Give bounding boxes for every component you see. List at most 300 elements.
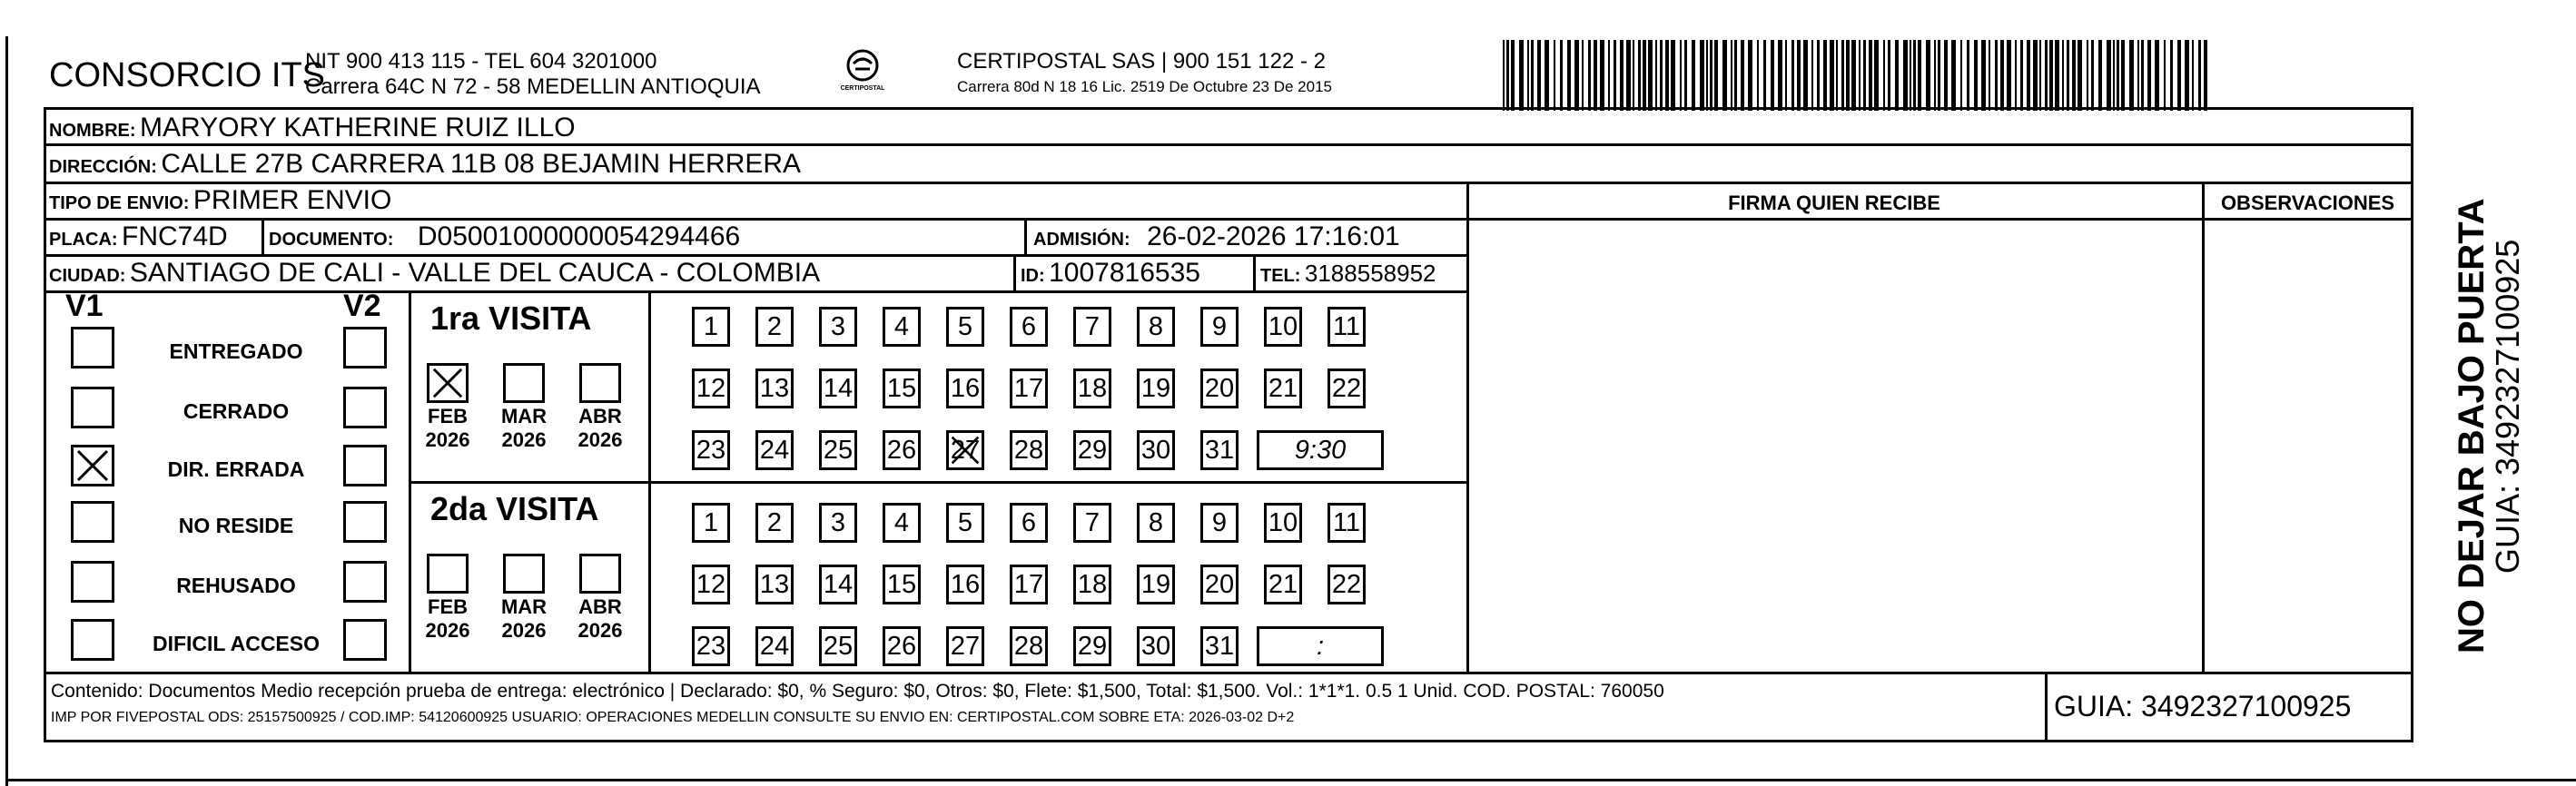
day-cell[interactable] [1073, 503, 1111, 543]
month-checkbox[interactable] [427, 554, 469, 594]
day-number: 31 [1204, 631, 1235, 661]
barcode-bar [2117, 40, 2119, 111]
day-cell[interactable] [1200, 307, 1239, 347]
day-number: 16 [950, 373, 981, 403]
barcode-bar [1665, 40, 1669, 111]
day-cell[interactable] [755, 503, 794, 543]
logo-icon [835, 45, 890, 100]
observaciones-header: OBSERVACIONES [2220, 192, 2395, 214]
day-cell[interactable] [1137, 368, 1175, 408]
month-year: 2026 [577, 428, 623, 451]
month-checkbox[interactable] [503, 363, 545, 403]
visita-divider [409, 481, 1469, 484]
barcode-bar [2062, 40, 2064, 111]
day-number: 6 [1021, 311, 1037, 341]
day-number: 1 [703, 507, 719, 537]
cross-mark [949, 433, 982, 467]
v1-header: V1 [65, 289, 104, 323]
day-number: 28 [1013, 435, 1044, 465]
day-number: 27 [950, 631, 981, 661]
day-cell[interactable] [692, 307, 730, 347]
day-number: 16 [950, 569, 981, 599]
barcode-bar [2204, 40, 2207, 111]
barcode-bar [2107, 40, 2111, 111]
barcode-bar [2015, 40, 2017, 111]
cell-divider [1024, 218, 1027, 254]
barcode-bar [1791, 40, 1794, 111]
barcode-bar [1594, 40, 1597, 111]
day-cell[interactable] [946, 430, 984, 470]
month-checkbox[interactable] [579, 554, 621, 594]
month-year: 2026 [577, 619, 623, 642]
barcode-bar [1944, 40, 1948, 111]
placa-label: PLACA: [49, 230, 118, 250]
day-cell[interactable] [1010, 307, 1048, 347]
barcode-bar [2113, 40, 2115, 111]
barcode-bar [1600, 40, 1604, 111]
barcode-bar [1722, 40, 1727, 111]
id-value: 1007816535 [1049, 258, 1200, 288]
barcode-bar [1863, 40, 1866, 111]
barcode-bar [1763, 40, 1766, 111]
barcode-bar [1706, 40, 1708, 111]
no-dejar-bajo-puerta: NO DEJAR BAJO PUERTA [2452, 198, 2492, 653]
day-number: 6 [1021, 507, 1037, 537]
barcode-bar [1574, 40, 1579, 111]
day-cell[interactable] [1200, 565, 1239, 604]
day-number: 21 [1268, 373, 1298, 403]
barcode-bar [1620, 40, 1624, 111]
day-cell[interactable] [819, 307, 857, 347]
time-value: : [1316, 631, 1325, 661]
barcode-bar [2121, 40, 2125, 111]
day-number: 30 [1140, 435, 1171, 465]
placa-value: FNC74D [122, 221, 228, 251]
day-number: 12 [696, 569, 726, 599]
day-cell[interactable] [692, 565, 730, 604]
day-cell[interactable] [1010, 368, 1048, 408]
day-number: 4 [893, 507, 910, 537]
v1-checkbox[interactable] [71, 445, 114, 486]
barcode-bar [1960, 40, 1962, 111]
day-cell[interactable] [1200, 626, 1239, 666]
day-cell[interactable] [1327, 368, 1366, 408]
day-cell[interactable] [1073, 307, 1111, 347]
page-edge-bottom [5, 779, 2576, 781]
tel-row [1260, 260, 1436, 288]
admision-value: 26-02-2026 17:16:01 [1147, 221, 1400, 251]
company-name: CONSORCIO ITS [49, 56, 326, 94]
barcode-bar [1859, 40, 1860, 111]
day-cell[interactable] [755, 626, 794, 666]
time-field[interactable] [1257, 430, 1384, 470]
day-cell[interactable] [1137, 307, 1175, 347]
day-cell[interactable] [1200, 368, 1239, 408]
day-cell[interactable] [1137, 503, 1175, 543]
day-number: 10 [1268, 507, 1298, 537]
row-line [44, 290, 1469, 293]
barcode-bar [1731, 40, 1732, 111]
day-number: 19 [1140, 569, 1171, 599]
barcode-bar [1608, 40, 1610, 111]
barcode-bar [2045, 40, 2048, 111]
month-year: 2026 [501, 619, 547, 642]
barcode-bar [1655, 40, 1657, 111]
day-cell[interactable] [692, 368, 730, 408]
day-cell[interactable] [1327, 565, 1366, 604]
day-cell[interactable] [1327, 503, 1366, 543]
barcode-bar [1823, 40, 1827, 111]
day-number: 26 [886, 435, 917, 465]
time-field[interactable] [1257, 626, 1384, 666]
logo-text: CERTIPOSTAL [840, 85, 885, 92]
day-cell[interactable] [946, 307, 984, 347]
day-number: 7 [1084, 507, 1100, 537]
month-label [573, 595, 627, 643]
day-cell[interactable] [1073, 368, 1111, 408]
day-cell[interactable] [883, 430, 921, 470]
day-cell[interactable] [819, 565, 857, 604]
barcode-bar [1567, 40, 1571, 111]
v1-checkbox[interactable] [71, 561, 114, 603]
barcode-bar [1811, 40, 1813, 111]
month-label [497, 595, 551, 643]
barcode-bar [1918, 40, 1921, 111]
barcode-bar [1903, 40, 1908, 111]
v1-checkbox[interactable] [71, 501, 114, 543]
v2-checkbox[interactable] [343, 501, 387, 543]
day-number: 20 [1204, 569, 1235, 599]
side-guia: GUIA: 3492327100925 [2489, 239, 2526, 574]
day-cell[interactable] [755, 368, 794, 408]
barcode-bar [1537, 40, 1541, 111]
month-name: ABR [578, 405, 622, 427]
day-number: 5 [957, 507, 973, 537]
day-number: 24 [759, 631, 790, 661]
month-checkbox[interactable] [427, 363, 469, 403]
day-cell[interactable] [1073, 430, 1111, 470]
id-row [1021, 258, 1200, 289]
barcode-bar [2129, 40, 2134, 111]
barcode-bar [1643, 40, 1646, 111]
day-cell[interactable] [946, 368, 984, 408]
day-cell[interactable] [819, 368, 857, 408]
tipo-label: TIPO DE ENVIO: [49, 193, 190, 213]
day-cell[interactable] [819, 430, 857, 470]
barcode-bar [1748, 40, 1752, 111]
barcode-bar [1506, 40, 1509, 111]
barcode-bar [2185, 40, 2189, 111]
barcode-bar [1778, 40, 1782, 111]
admision-row [1033, 221, 1400, 252]
day-number: 12 [696, 373, 726, 403]
day-number: 18 [1077, 373, 1108, 403]
barcode-bar [1648, 40, 1653, 111]
direccion-label: DIRECCIÓN: [49, 157, 157, 177]
nombre-row [49, 113, 576, 143]
day-number: 31 [1204, 435, 1235, 465]
month-name: FEB [428, 405, 468, 427]
barcode-bar [2007, 40, 2011, 111]
barcode-bar [1967, 40, 1969, 111]
status-label: DIFICIL ACCESO [152, 632, 320, 655]
barcode-bar [2033, 40, 2038, 111]
status-label: CERRADO [183, 399, 290, 423]
day-number: 11 [1332, 507, 1361, 537]
tel-label: TEL: [1260, 266, 1301, 286]
day-cell[interactable] [692, 503, 730, 543]
barcode-bar [2155, 40, 2159, 111]
barcode-bar [1700, 40, 1704, 111]
company-address: Carrera 64C N 72 - 58 MEDELLIN ANTIOQUIA [305, 74, 761, 99]
day-cell[interactable] [755, 565, 794, 604]
v1-checkbox[interactable] [71, 327, 114, 368]
day-number: 14 [823, 569, 854, 599]
day-cell[interactable] [883, 626, 921, 666]
barcode-bar [1710, 40, 1712, 111]
day-number: 22 [1331, 373, 1362, 403]
barcode-bar [2141, 40, 2144, 111]
cell-divider [1013, 254, 1016, 290]
day-cell[interactable] [1073, 565, 1111, 604]
barcode-bar [1582, 40, 1584, 111]
ciudad-row [49, 258, 820, 289]
day-cell[interactable] [755, 307, 794, 347]
day-cell[interactable] [819, 503, 857, 543]
month-year: 2026 [425, 619, 470, 642]
barcode-bar [1797, 40, 1801, 111]
day-cell[interactable] [1200, 503, 1239, 543]
visita2-title: 2da VISITA [430, 490, 599, 527]
cell-divider [262, 218, 264, 254]
day-cell[interactable] [1137, 565, 1175, 604]
day-cell[interactable] [1137, 626, 1175, 666]
barcode-bar [2078, 40, 2082, 111]
day-cell[interactable] [946, 565, 984, 604]
day-number: 2 [766, 311, 783, 341]
barcode-bar [1757, 40, 1759, 111]
day-number: 5 [957, 311, 973, 341]
placa-row [49, 221, 228, 252]
barcode-bar [1692, 40, 1695, 111]
certipostal-line1: CERTIPOSTAL SAS | 900 151 122 - 2 [957, 49, 1326, 74]
day-cell[interactable] [946, 503, 984, 543]
barcode-bar [2027, 40, 2030, 111]
day-number: 11 [1332, 311, 1361, 341]
ciudad-label: CIUDAD: [49, 266, 126, 286]
day-cell[interactable] [1010, 565, 1048, 604]
certipostal-logo [835, 45, 890, 100]
day-number: 25 [823, 631, 854, 661]
day-number: 2 [766, 507, 783, 537]
v2-checkbox[interactable] [343, 561, 387, 603]
barcode-bar [1684, 40, 1687, 111]
day-cell[interactable] [1264, 503, 1302, 543]
day-cell[interactable] [1073, 626, 1111, 666]
month-label [420, 405, 475, 452]
direccion-row [49, 149, 801, 180]
day-cell[interactable] [1010, 626, 1048, 666]
day-cell[interactable] [1264, 368, 1302, 408]
day-number: 9 [1211, 507, 1228, 537]
day-cell[interactable] [883, 368, 921, 408]
footer-divider [2045, 672, 2048, 742]
tel-value: 3188558952 [1304, 260, 1436, 287]
direccion-value: CALLE 27B CARRERA 11B 08 BEJAMIN HERRERA [161, 149, 802, 179]
month-year: 2026 [425, 428, 470, 451]
day-cell[interactable] [946, 626, 984, 666]
barcode-bar [1626, 40, 1631, 111]
day-cell[interactable] [883, 307, 921, 347]
right-border [2411, 107, 2413, 672]
visita1-title: 1ra VISITA [430, 300, 592, 337]
barcode-bar [1714, 40, 1718, 111]
day-number: 8 [1148, 311, 1164, 341]
day-cell[interactable] [1137, 430, 1175, 470]
barcode-bar [1680, 40, 1682, 111]
day-number: 17 [1013, 569, 1044, 599]
day-number: 1 [703, 311, 719, 341]
day-cell[interactable] [692, 626, 730, 666]
row-line [44, 672, 2413, 674]
barcode-bar [1874, 40, 1879, 111]
barcode-bar [2164, 40, 2166, 111]
barcode-bar [1588, 40, 1591, 111]
company-nit-tel: NIT 900 413 115 - TEL 604 3201000 [305, 49, 657, 74]
row-line [1466, 218, 2413, 221]
barcode-bar [1560, 40, 1563, 111]
documento-label: DOCUMENTO: [269, 230, 394, 250]
barcode-bar [2067, 40, 2069, 111]
status-label: ENTREGADO [169, 339, 303, 363]
barcode-bar [2147, 40, 2151, 111]
barcode-bar [1633, 40, 1634, 111]
day-number: 23 [696, 631, 726, 661]
month-checkbox[interactable] [503, 554, 545, 594]
day-cell[interactable] [883, 565, 921, 604]
barcode-bar [1511, 40, 1515, 111]
day-number: 7 [1084, 311, 1100, 341]
day-cell[interactable] [692, 430, 730, 470]
barcode-bar [1974, 40, 1978, 111]
barcode-bar [1951, 40, 1956, 111]
barcode-bar [1638, 40, 1641, 111]
day-cell[interactable] [1264, 307, 1302, 347]
day-number: 10 [1268, 311, 1298, 341]
month-name: FEB [428, 595, 468, 618]
day-number: 22 [1331, 569, 1362, 599]
day-cell[interactable] [1010, 430, 1048, 470]
barcode-bar [1981, 40, 1986, 111]
barcode-bar [1660, 40, 1663, 111]
v2-checkbox[interactable] [343, 445, 387, 486]
day-number: 21 [1268, 569, 1298, 599]
barcode-bar [1883, 40, 1885, 111]
page-edge [5, 36, 8, 786]
month-label [420, 595, 475, 643]
month-label [573, 405, 627, 452]
day-number: 13 [759, 569, 790, 599]
v1-checkbox[interactable] [71, 619, 114, 661]
barcode-bar [1741, 40, 1744, 111]
barcode-bar [2192, 40, 2194, 111]
barcode-bar [2049, 40, 2053, 111]
month-name: ABR [578, 595, 622, 618]
v2-checkbox[interactable] [343, 619, 387, 661]
v2-checkbox[interactable] [343, 327, 387, 368]
day-number: 29 [1077, 435, 1108, 465]
day-cell[interactable] [1010, 503, 1048, 543]
day-cell[interactable] [755, 430, 794, 470]
day-cell[interactable] [819, 626, 857, 666]
barcode-bar [2170, 40, 2173, 111]
day-number: 3 [830, 311, 846, 341]
status-label: REHUSADO [176, 574, 296, 597]
barcode-bar [2098, 40, 2102, 111]
barcode-bar [1785, 40, 1787, 111]
barcode-bar [1938, 40, 1940, 111]
day-number: 29 [1077, 631, 1108, 661]
day-number: 4 [893, 311, 910, 341]
barcode-bar [1888, 40, 1890, 111]
barcode-bar [1527, 40, 1529, 111]
barcode-bar [1910, 40, 1911, 111]
barcode-bar [1846, 40, 1850, 111]
footer-guia: GUIA: 3492327100925 [2054, 690, 2352, 722]
footer-line2: IMP POR FIVEPOSTAL ODS: 25157500925 / COD.IMP: 54120600925 USUARIO: OPERACIONES MEDELLIN CONSULTE SU ENVIO EN: CERTIPOSTAL.COM SOBRE ETA: 2026-03-02 D+2 [51, 710, 1295, 725]
day-number: 17 [1013, 373, 1044, 403]
month-name: MAR [500, 405, 548, 427]
barcode-bar [1836, 40, 1838, 111]
barcode [1503, 40, 2211, 113]
tipo-value: PRIMER ENVIO [192, 185, 392, 215]
day-number: 14 [823, 373, 854, 403]
barcode-bar [1926, 40, 1930, 111]
time-value: 9:30 [1294, 435, 1347, 465]
barcode-bar [1614, 40, 1616, 111]
admision-label: ADMISIÓN: [1033, 230, 1130, 250]
day-number: 25 [823, 435, 854, 465]
row-line [44, 182, 2413, 184]
day-number: 8 [1148, 507, 1164, 537]
day-cell[interactable] [1264, 565, 1302, 604]
barcode-bar [2177, 40, 2181, 111]
cell-divider [1253, 254, 1256, 290]
month-checkbox[interactable] [579, 363, 621, 403]
obs-divider [2202, 182, 2205, 672]
barcode-bar [2039, 40, 2041, 111]
day-cell[interactable] [883, 503, 921, 543]
day-number: 15 [886, 373, 917, 403]
day-number: 23 [696, 435, 726, 465]
day-number: 3 [830, 507, 846, 537]
day-cell[interactable] [1327, 307, 1366, 347]
day-cell[interactable] [1200, 430, 1239, 470]
day-number: 28 [1013, 631, 1044, 661]
v2-checkbox[interactable] [343, 387, 387, 428]
day-number: 20 [1204, 373, 1235, 403]
barcode-bar [1817, 40, 1820, 111]
day-number: 15 [886, 569, 917, 599]
barcode-bar [2055, 40, 2059, 111]
ciudad-value: SANTIAGO DE CALI - VALLE DEL CAUCA - COLOMBIA [129, 258, 821, 288]
barcode-bar [1771, 40, 1774, 111]
row-line [44, 143, 2413, 146]
barcode-bar [1671, 40, 1675, 111]
v2-header: V2 [343, 289, 381, 323]
month-name: MAR [500, 595, 548, 618]
v1-checkbox[interactable] [71, 387, 114, 428]
